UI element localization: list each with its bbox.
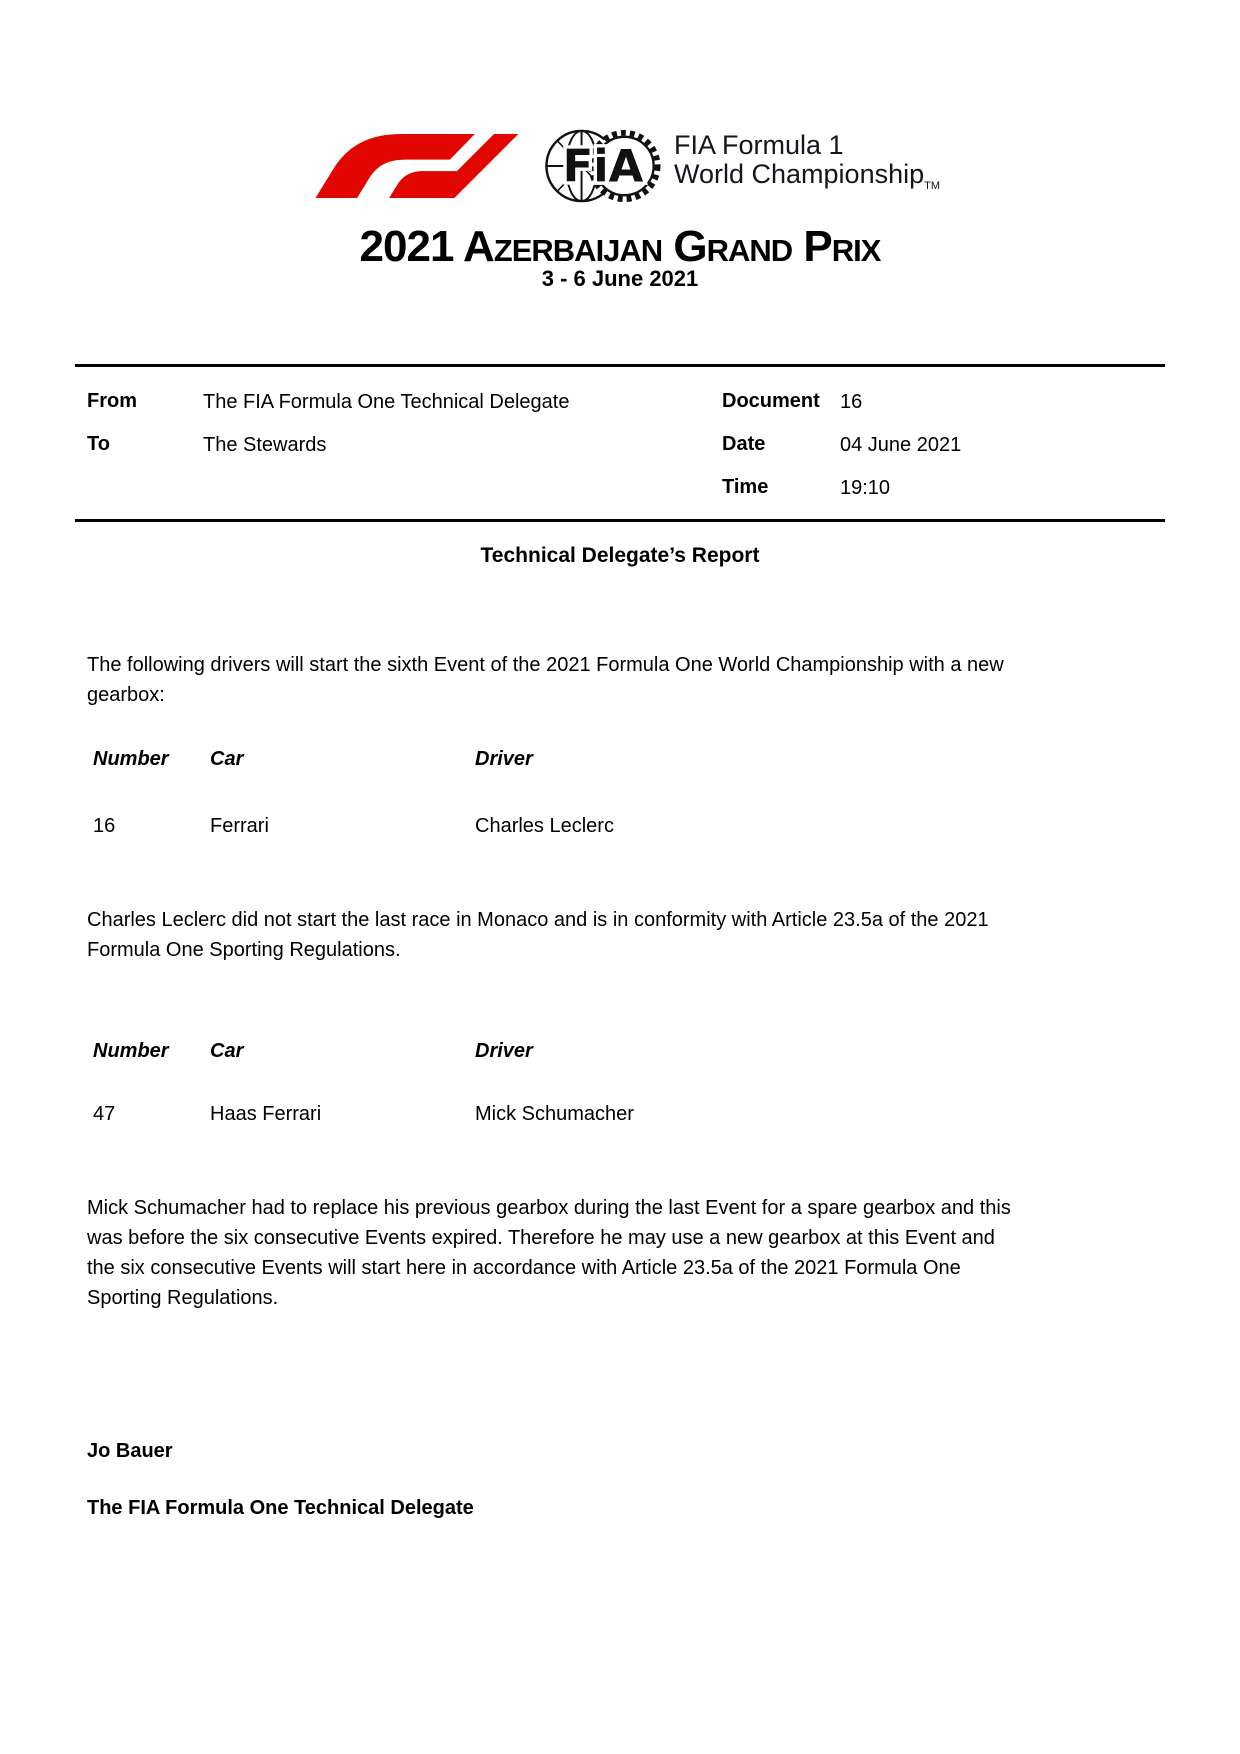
time-label: Time <box>722 476 769 498</box>
note-paragraph-2: Mick Schumacher had to replace his previous gearbox during the last Event for a spare gearbox and this was before the six consecutive Events expired. Therefore he may use a new gearbox at this Event and the six consecutive Events will start here in accordance with Article 23.5a of the 2021 Formula One Sporting Regulations. <box>87 1197 1011 1309</box>
column-header-number: Number <box>93 1040 169 1062</box>
table-row-driver-name: Mick Schumacher <box>475 1103 634 1125</box>
logo-wordmark-line1: FIA Formula 1 <box>673 130 844 160</box>
column-header-driver: Driver <box>475 1040 533 1062</box>
table-row-car-name: Ferrari <box>210 815 269 837</box>
document-number: 16 <box>840 391 863 413</box>
header-logo <box>300 128 940 204</box>
note-paragraph-1: Charles Leclerc did not start the last race in Monaco and is in conformity with Article 23.5a of the 2021 Formula One Sporting Regulations. <box>87 909 989 961</box>
divider-bottom <box>75 519 1165 522</box>
table-row-driver-name: Charles Leclerc <box>475 815 614 837</box>
signature-name: Jo Bauer <box>87 1440 173 1462</box>
fia-emblem-letters: FiA <box>562 139 644 193</box>
from-label: From <box>87 390 137 412</box>
intro-paragraph: The following drivers will start the sixth Event of the 2021 Formula One World Championship with a new gearbox: <box>87 654 1004 706</box>
report-heading: Technical Delegate’s Report <box>480 544 760 567</box>
column-header-number: Number <box>93 748 169 770</box>
event-title: 2021 Azerbaijan Grand Prix <box>359 222 881 271</box>
from-value: The FIA Formula One Technical Delegate <box>203 391 570 413</box>
f1-logo-icon <box>300 134 532 198</box>
column-header-driver: Driver <box>475 748 533 770</box>
column-header-car: Car <box>210 748 244 770</box>
logo-wordmark-line2: World Championship$_{TM}$ <box>673 159 941 192</box>
signature-title: The FIA Formula One Technical Delegate <box>87 1497 474 1519</box>
date-label: Date <box>722 433 766 455</box>
table-row-car-number: 47 <box>93 1103 116 1125</box>
logo-wordmark <box>674 131 940 201</box>
fia-emblem-icon <box>544 128 662 204</box>
document-label: Document <box>722 390 820 412</box>
to-label: To <box>87 433 110 455</box>
date-value: 04 June 2021 <box>840 434 962 456</box>
table-row-car-name: Haas Ferrari <box>210 1103 322 1125</box>
event-date-range: 3 - 6 June 2021 <box>541 266 699 291</box>
to-value: The Stewards <box>203 434 327 456</box>
time-value: 19:10 <box>840 477 891 499</box>
column-header-car: Car <box>210 1040 244 1062</box>
divider-top <box>75 364 1165 367</box>
trademark-symbol: TM <box>924 180 941 192</box>
table-row-car-number: 16 <box>93 815 116 837</box>
